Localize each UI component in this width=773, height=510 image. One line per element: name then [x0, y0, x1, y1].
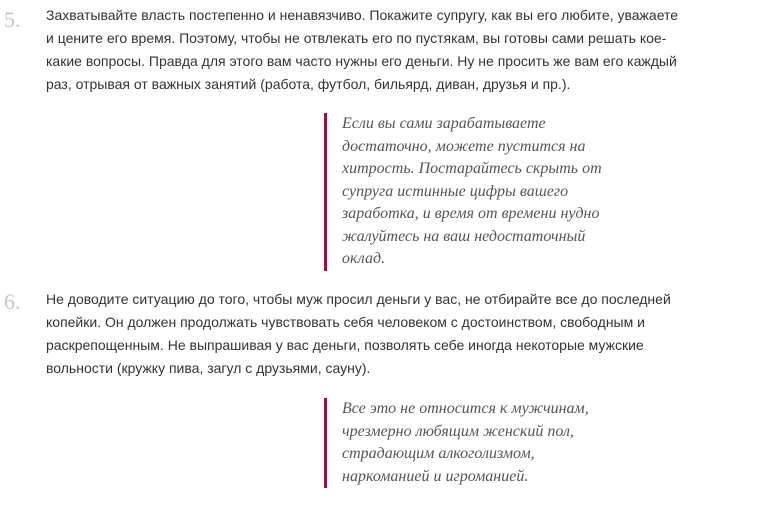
- quote-line: хитрость. Постарайтесь скрыть от: [342, 160, 602, 177]
- quote-line: наркоманией и игроманией.: [342, 467, 529, 485]
- paragraph-line: и цените его время. Поэтому, чтобы не отвлекать его по пустякам, вы готовы сами решать кое-: [46, 30, 667, 46]
- paragraph-line: раскрепощенным. Не выпрашивая у вас деньги, позволять себе иногда некоторые мужские: [46, 337, 644, 353]
- item-paragraph: [46, 4, 766, 96]
- paragraph-line: Не доводите ситуацию до того, чтобы муж просил деньги у вас, не отбирайте все до последней: [46, 291, 671, 307]
- item-quote: [324, 398, 589, 488]
- quote-line: жалуйтесь на ваш недостаточный: [342, 227, 586, 245]
- item-quote: [324, 113, 602, 271]
- quote-line: Если вы сами зарабатываете: [342, 115, 546, 132]
- paragraph-line: копейки. Он должен продолжать чувствовать себя человеком с достоинством, свободным и: [46, 314, 645, 330]
- quote-line: достаточно, можете пустится на: [342, 137, 586, 155]
- item-number: 6.: [4, 289, 21, 314]
- quote-line: чрезмерно любящим женский пол,: [342, 422, 574, 440]
- quote-line: супруга истинные цифры вашего: [342, 182, 569, 200]
- paragraph-line: Захватывайте власть постепенно и ненавязчиво. Покажите супругу, как вы его любите, уважаете: [46, 7, 679, 23]
- quote-line: заработка, и время от времени нудно: [342, 205, 600, 222]
- quote-line: Все это не относится к мужчинам,: [342, 400, 589, 417]
- paragraph-line: какие вопросы. Правда для этого вам часто нужны его деньги. Ну не просить же вам его каждый: [46, 53, 677, 69]
- quote-line: оклад.: [342, 250, 386, 267]
- item-paragraph: [46, 288, 766, 380]
- item-number: 5.: [4, 7, 21, 32]
- paragraph-line: раз, отрывая от важных занятий (работа, футбол, бильярд, диван, друзья и пр.).: [46, 76, 571, 92]
- paragraph-line: вольности (кружку пива, загул с друзьями, сауну).: [46, 360, 371, 376]
- quote-line: страдающим алкоголизмом,: [342, 445, 535, 462]
